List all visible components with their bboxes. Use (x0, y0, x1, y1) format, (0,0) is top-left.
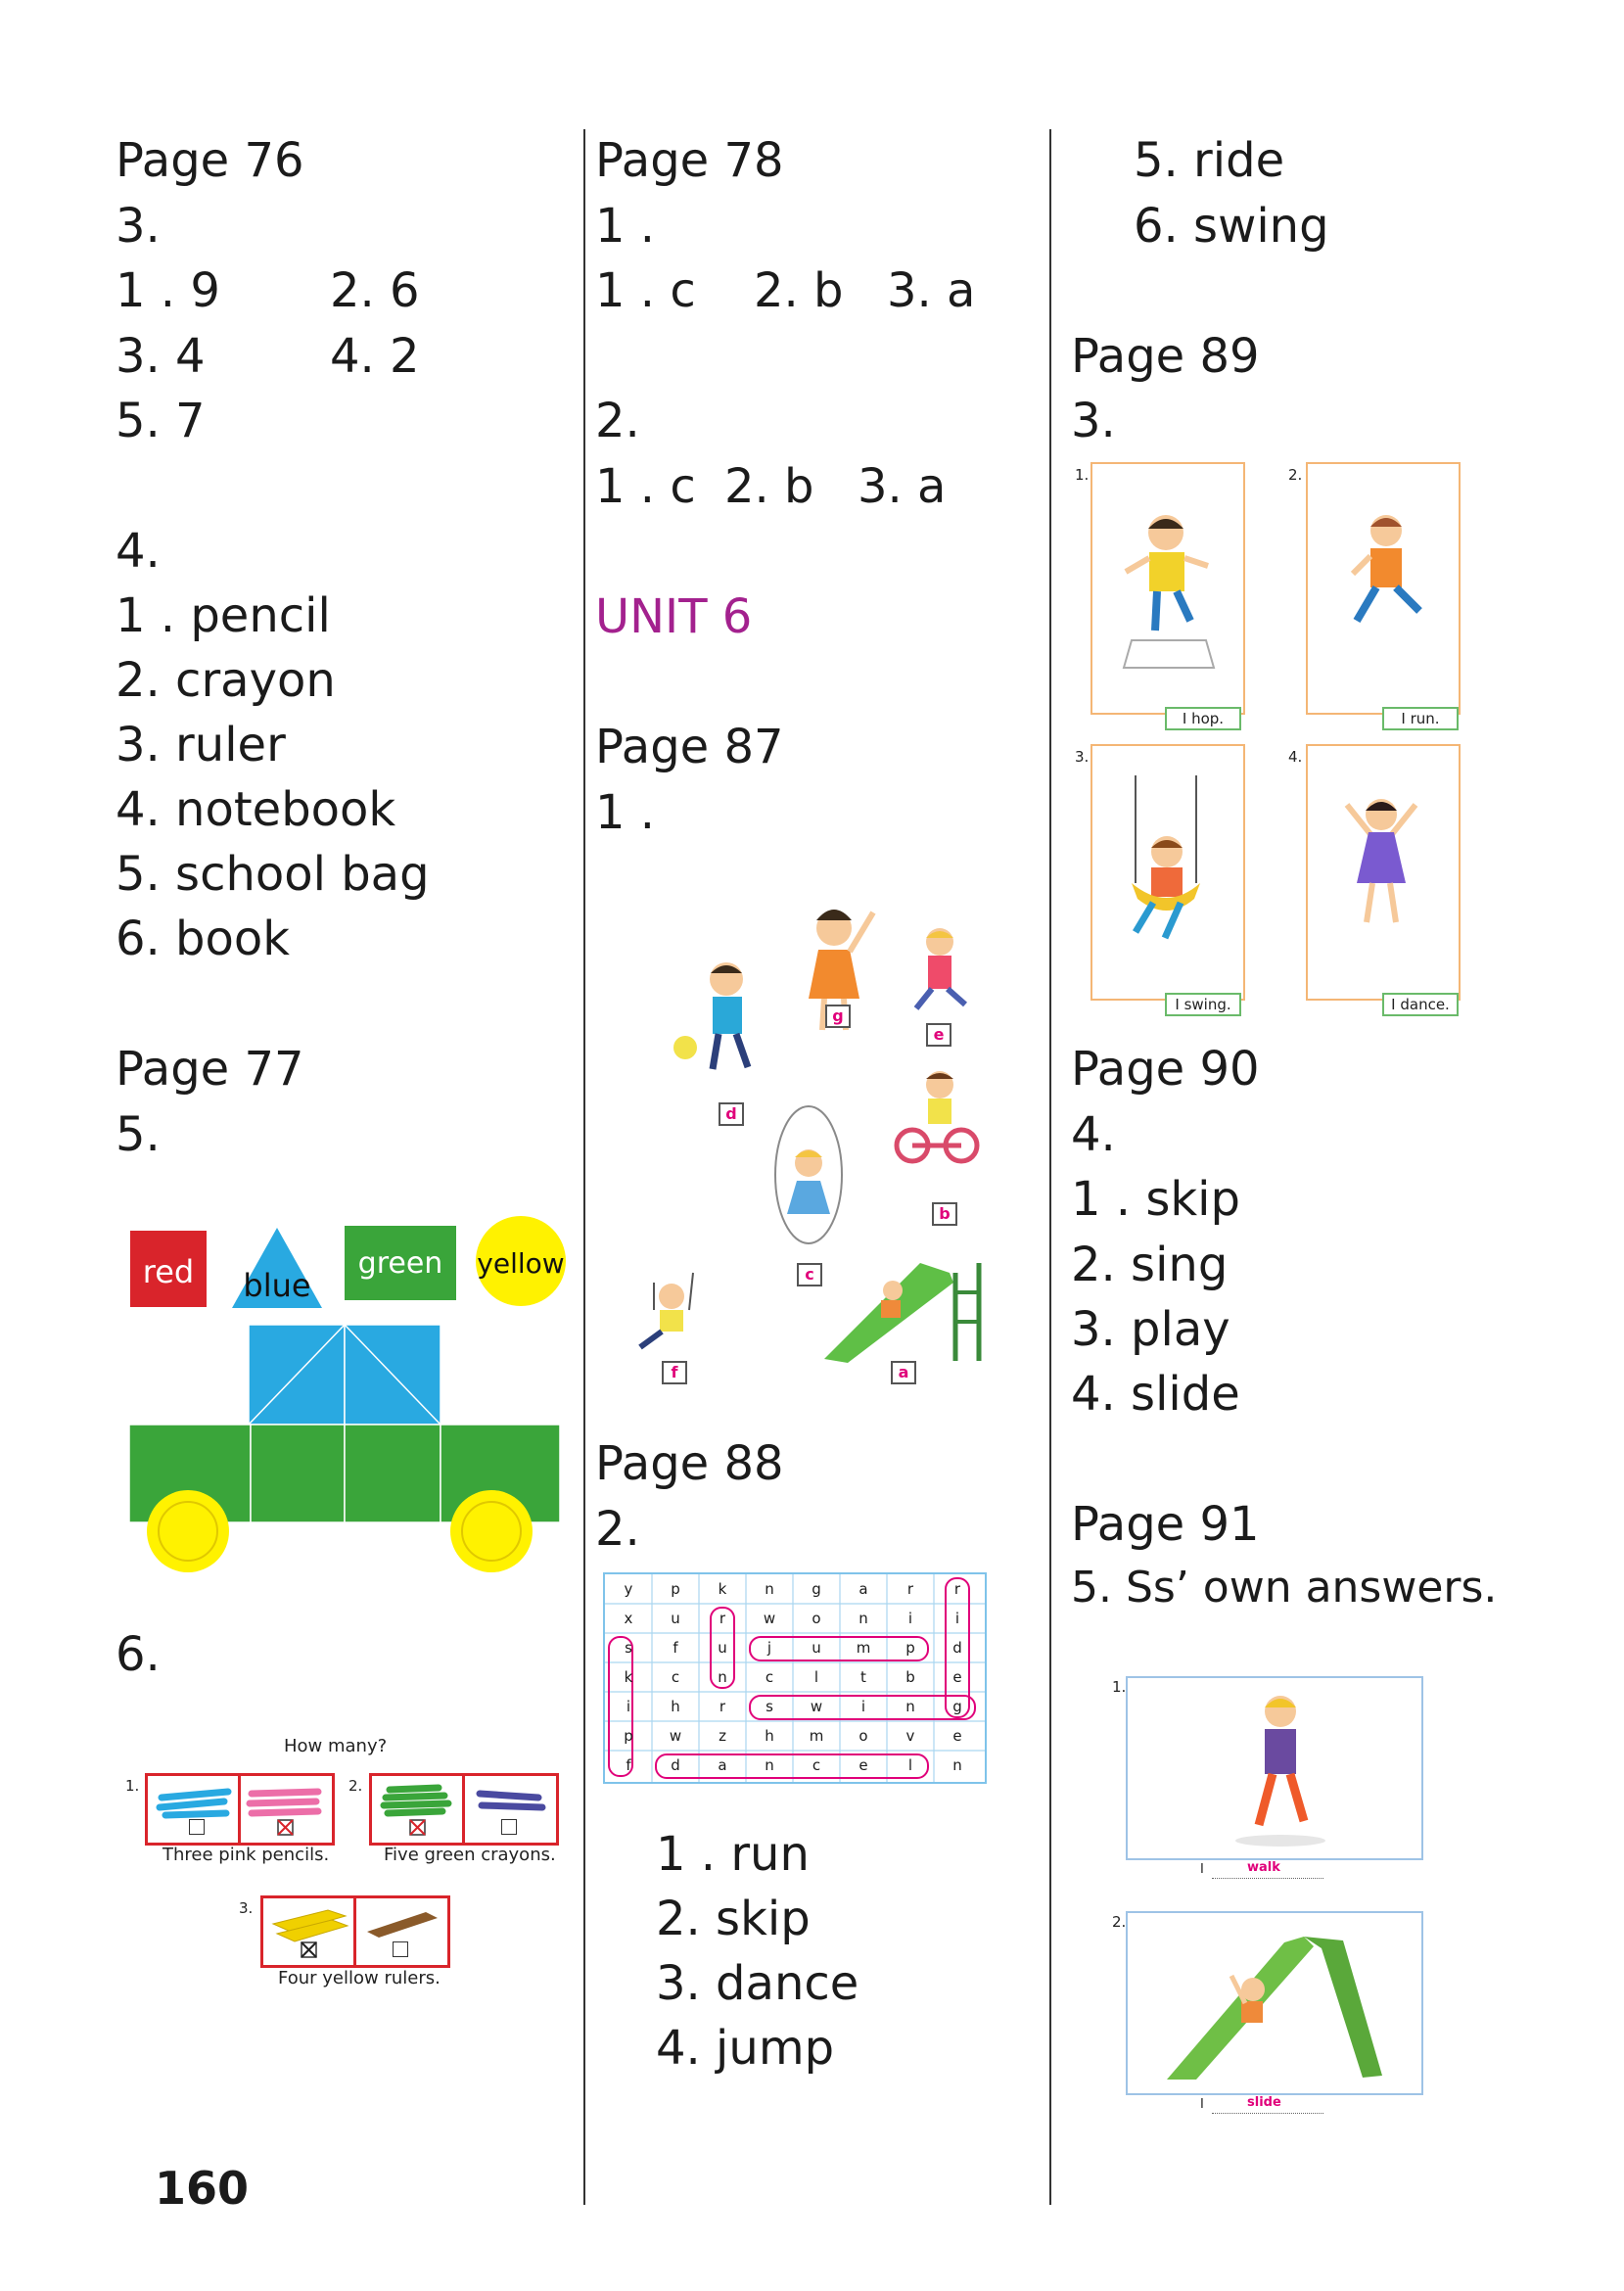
word-search-letter: r (953, 1580, 961, 1598)
word-search-letter: f (626, 1756, 631, 1774)
green-label: green (357, 1246, 443, 1281)
list-item: 5. ride (1134, 133, 1285, 188)
list-item: 2. crayon (116, 653, 336, 708)
answer-5-7: 5. 7 (116, 394, 206, 448)
page-91-heading: Page 91 (1071, 1497, 1260, 1552)
write-line (1212, 1878, 1323, 1879)
speech-bubble: I run. (1382, 707, 1459, 730)
speech-bubble: I hop. (1165, 707, 1241, 730)
word-search-letter: c (812, 1756, 821, 1774)
word-search-letter: m (809, 1727, 824, 1745)
page-78-heading: Page 78 (595, 133, 784, 188)
card-number: 4. (1288, 748, 1303, 766)
word-search-letter: e (858, 1756, 868, 1774)
answer-3-4: 3. 4 (116, 329, 206, 384)
word-search-letter: a (718, 1756, 727, 1774)
list-item: 4. slide (1071, 1367, 1240, 1422)
picture-tag-d: d (719, 1102, 744, 1126)
list-item: 2. sing (1071, 1238, 1229, 1292)
word-search-letter: v (905, 1727, 915, 1745)
exercise-3-label: 3. (1071, 394, 1116, 448)
word-search-letter: n (905, 1698, 915, 1715)
exercise-2-label: 2. (595, 394, 640, 448)
picture-tag-e: e (926, 1023, 951, 1047)
word-search-letter: d (671, 1756, 680, 1774)
exercise-1-label: 1 . (595, 199, 656, 254)
picture-tag-f: f (662, 1361, 687, 1384)
word-search-letter: n (858, 1610, 868, 1627)
count-box-2 (369, 1773, 559, 1846)
word-search-letter: s (625, 1639, 632, 1657)
exercise-4-label: 4. (116, 524, 161, 579)
word-search-letter: p (905, 1639, 915, 1657)
word-search-letter: i (954, 1610, 960, 1627)
page-89-heading: Page 89 (1071, 329, 1260, 384)
word-search-letter: n (765, 1756, 774, 1774)
how-many-title: How many? (284, 1736, 388, 1756)
answer: 3. a (887, 263, 976, 318)
write-line-i: I (1200, 1862, 1204, 1877)
picture-tag-g: g (825, 1005, 851, 1028)
word-search-letter: r (906, 1580, 914, 1598)
count-box-3 (260, 1895, 450, 1968)
word-search-letter: t (860, 1668, 866, 1686)
word-search-letter: w (763, 1610, 776, 1627)
card-number: 1. (1112, 1678, 1127, 1696)
speech-bubble: I dance. (1382, 993, 1459, 1016)
answer-4-2: 4. 2 (330, 329, 420, 384)
list-item: 4. notebook (116, 782, 396, 837)
card-number: 3. (1075, 748, 1090, 766)
word-search-letter: p (671, 1580, 680, 1598)
page-88-heading: Page 88 (595, 1436, 784, 1491)
word-search-letter: i (907, 1610, 913, 1627)
exercise-2-label: 2. (595, 1502, 640, 1557)
caption-five-green-crayons: Five green crayons. (384, 1845, 556, 1865)
word-search-letter: k (624, 1668, 633, 1686)
picture-card-walk (1126, 1676, 1423, 1860)
list-item: 6. swing (1134, 199, 1329, 254)
word-search-letter: w (669, 1727, 682, 1745)
count-box-1 (145, 1773, 335, 1846)
word-search-letter: y (624, 1580, 633, 1598)
word-search-letter: s (766, 1698, 773, 1715)
word-search-letter: c (765, 1668, 774, 1686)
word-search-letter: h (671, 1698, 680, 1715)
caption-four-yellow-rulers: Four yellow rulers. (278, 1968, 441, 1988)
written-word-slide: slide (1247, 2095, 1281, 2110)
answer: 2. b (754, 263, 844, 318)
page-87-heading: Page 87 (595, 720, 784, 774)
list-item: 1 . skip (1071, 1172, 1240, 1227)
exercise-1-label: 1 . (595, 785, 656, 840)
word-search-letter: n (718, 1668, 727, 1686)
playground-illustration (617, 852, 1028, 1390)
list-item: 1 . run (656, 1827, 810, 1882)
word-search-letter: l (907, 1756, 913, 1774)
picture-tag-c: c (797, 1263, 822, 1286)
exercise-6-label: 6. (116, 1627, 161, 1682)
answer-2-6: 2. 6 (330, 263, 420, 318)
word-search-letter: u (718, 1639, 727, 1657)
answer: 1 . c (595, 459, 696, 514)
picture-card-slide (1126, 1911, 1423, 2095)
page-number: 160 (155, 2162, 250, 2215)
list-item: 2. skip (656, 1892, 811, 1946)
list-item: 6. book (116, 912, 291, 966)
word-search-letter: o (858, 1727, 868, 1745)
answer: 1 . c (595, 263, 696, 318)
word-search-letter: p (624, 1727, 633, 1745)
word-search-letter: o (812, 1610, 821, 1627)
list-item: 5. school bag (116, 847, 430, 902)
card-number: 2. (1112, 1913, 1127, 1931)
exercise-5-label: 5. (116, 1107, 161, 1162)
word-search-letter: h (765, 1727, 774, 1745)
column-divider-right (1049, 129, 1051, 2205)
word-search-letter: z (719, 1727, 726, 1745)
yellow-label: yellow (477, 1247, 565, 1280)
list-item: 1 . pencil (116, 588, 331, 643)
word-search-letter: x (624, 1610, 633, 1627)
answer: 3. a (858, 459, 947, 514)
exercise-4-label: 4. (1071, 1107, 1116, 1162)
page-90-heading: Page 90 (1071, 1042, 1260, 1097)
speech-bubble: I swing. (1165, 993, 1241, 1016)
word-search-letter: n (765, 1580, 774, 1598)
how-many-number: 3. (239, 1899, 254, 1917)
blue-label: blue (243, 1267, 311, 1304)
word-search-letter: u (671, 1610, 680, 1627)
page-76-heading: Page 76 (116, 133, 304, 188)
list-item: 3. ruler (116, 718, 286, 772)
word-search-grid (603, 1572, 987, 1784)
picture-tag-b: b (932, 1202, 957, 1226)
card-number: 1. (1075, 466, 1090, 484)
card-number: 2. (1288, 466, 1303, 484)
word-search-letter: n (952, 1756, 962, 1774)
word-search-letter: r (719, 1698, 726, 1715)
word-search-letter: g (812, 1580, 821, 1598)
word-search-letter: d (952, 1639, 962, 1657)
list-item: 3. play (1071, 1302, 1230, 1357)
action-card-run (1306, 462, 1461, 715)
action-card-dance (1306, 744, 1461, 1001)
exercise-3-label: 3. (116, 199, 161, 254)
word-search-letter: g (952, 1698, 962, 1715)
word-search-letter: e (952, 1727, 962, 1745)
word-search-letter: b (905, 1668, 915, 1686)
shape-car-picture (127, 1324, 563, 1578)
word-search-letter: c (671, 1668, 680, 1686)
word-search-letter: r (719, 1610, 726, 1627)
word-search-letter: a (858, 1580, 868, 1598)
action-card-hop (1090, 462, 1245, 715)
word-search-letter: m (856, 1639, 871, 1657)
write-line-i: I (1200, 2097, 1204, 2112)
word-search-letter: i (626, 1698, 631, 1715)
action-card-swing (1090, 744, 1245, 1001)
word-search-letter: u (812, 1639, 821, 1657)
word-search-letter: f (673, 1639, 678, 1657)
how-many-number: 2. (348, 1777, 363, 1795)
unit-6-heading: UNIT 6 (595, 589, 753, 644)
word-search-letter: l (813, 1668, 819, 1686)
word-search-letter: j (766, 1639, 772, 1657)
written-word-walk: walk (1247, 1860, 1280, 1875)
answer-1-9: 1 . 9 (116, 263, 220, 318)
list-item: 3. dance (656, 1956, 859, 2011)
word-search-letter: e (952, 1668, 962, 1686)
picture-tag-a: a (891, 1361, 916, 1384)
page-77-heading: Page 77 (116, 1042, 304, 1097)
red-label: red (142, 1253, 195, 1290)
caption-three-pink-pencils: Three pink pencils. (162, 1845, 330, 1865)
word-search-letter: k (718, 1580, 727, 1598)
word-search-letter: i (860, 1698, 866, 1715)
column-divider-left (583, 129, 585, 2205)
how-many-number: 1. (125, 1777, 140, 1795)
write-line (1212, 2113, 1323, 2114)
exercise-5-answer: 5. Ss’ own answers. (1071, 1563, 1498, 1613)
word-search-letter: w (810, 1698, 823, 1715)
list-item: 4. jump (656, 2021, 835, 2076)
answer: 2. b (724, 459, 814, 514)
